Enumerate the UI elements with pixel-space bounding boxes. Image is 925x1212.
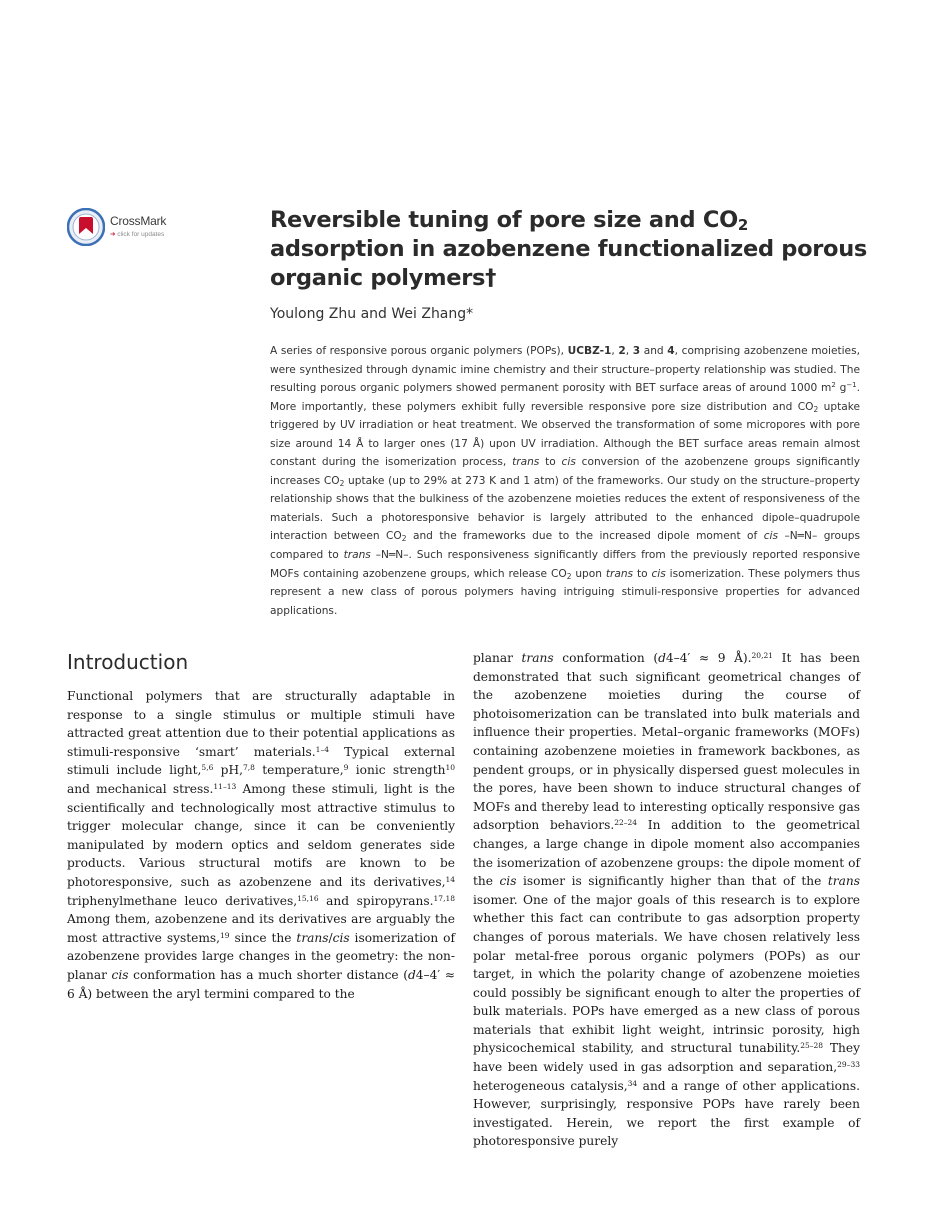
article-title: Reversible tuning of pore size and $CO_2$ adsorption in azobenzene functionalized porous organic polymers†	[270, 207, 868, 291]
author-list: Youlong Zhu and Wei Zhang*	[270, 306, 474, 322]
body-text-right-column: planar trans conformation (d4–4′ ≈ 9 Å).$^{20,21}$ It has been demonstrated that such significant geometrical changes of the azobenzene moieties during the course of photoisomerization can be translated into bulk materials and influence their properties. Metal–organic frameworks (MOFs) containing azobenzene moieties in framework backbones, as pendent groups, or in physically dispersed guest molecules in the pores, have been shown to induce structural changes of MOFs and thereby lead to interesting optically responsive gas adsorption behaviors.$^{22-24}$ In addition to the geometrical changes, a large change in dipole moment also accompanies the isomerization of azobenzene groups: the dipole moment of the cis isomer is significantly higher than that of the trans isomer. One of the major goals of this research is to explore whether this fact can contribute to gas adsorption property changes of porous materials. We have chosen relatively less polar metal-free porous organic polymers (POPs) as our target, in which the polarity change of azobenzene moieties could possibly be significant enough to alter the properties of bulk materials. POPs have emerged as a new class of porous materials that exhibit light weight, intrinsic porosity, high physicochemical stability, and structural tunability.$^{25-28}$ They have been widely used in gas adsorption and separation,$^{29-33}$ heterogeneous catalysis,$^{34}$ and a range of other applications. However, surprisingly, responsive POPs have rarely been investigated. Herein, we report the first example of photoresponsive purely	[473, 651, 861, 1149]
crossmark-sublabel: ➔ click for updates	[110, 231, 165, 238]
crossmark-icon	[67, 208, 105, 246]
section-heading-introduction: Introduction	[67, 650, 189, 674]
abstract: A series of responsive porous organic polymers (POPs), UCBZ-1, 2, 3 and 4, comprising azobenzene moieties, were synthesized through dynamic imine chemistry and their structure–property relationship was studied. The resulting porous organic polymers showed permanent porosity with BET surface areas of around 1000 $m^2$ $g^{-1}$. More importantly, these polymers exhibit fully reversible responsive pore size distribution and $CO_2$ uptake triggered by UV irradiation or heat treatment. We observed the transformation of some micropores with pore size around 14 Å to larger ones (17 Å) upon UV irradiation. Although the BET surface areas remain almost constant during the isomerization process, trans to cis conversion of the azobenzene groups significantly increases $CO_2$ uptake (up to 29% at 273 K and 1 atm) of the frameworks. Our study on the structure–property relationship shows that the bulkiness of the azobenzene moieties reduces the extent of responsiveness of the materials. Such a photoresponsive behavior is largely attributed to the enhanced dipole–quadrupole interaction between $CO_2$ and the frameworks due to the increased dipole moment of cis –N═N– groups compared to trans –N═N–. Such responsiveness significantly differs from the previously reported responsive MOFs containing azobenzene groups, which release $CO_2$ upon trans to cis isomerization. These polymers thus represent a new class of porous polymers having intriguing stimuli-responsive properties for advanced applications.	[270, 345, 861, 617]
arrow-icon: ➔	[110, 231, 118, 238]
body-text-left-column: Functional polymers that are structurally adaptable in response to a single stimulus or multiple stimuli have attracted great attention due to their potential applications as stimuli-responsive ‘smart’ materials.$^{1-4}$ Typical external stimuli include light,$^{5,6}$ pH,$^{7,8}$ temperature,$^9$ ionic strength$^{10}$ and mechanical stress.$^{11-13}$ Among these stimuli, light is the scientifically and technologically most attractive stimulus to trigger molecular change, since it can be conveniently manipulated by modern optics and seldom generates side products. Various structural motifs are known to be photoresponsive, such as azobenzene and its derivatives,$^{14}$ triphenylmethane leuco derivatives,$^{15,16}$ and spiropyrans.$^{17,18}$ Among them, azobenzene and its derivatives are arguably the most attractive systems,$^{19}$ since the trans/cis isomerization of azobenzene provides large changes in the geometry: the non-planar cis conformation has a much shorter distance (d4–4′ ≈ 6 Å) between the aryl termini compared to the	[67, 689, 456, 1001]
crossmark-label: CrossMark	[110, 214, 167, 228]
crossmark-badge[interactable]	[67, 208, 177, 248]
